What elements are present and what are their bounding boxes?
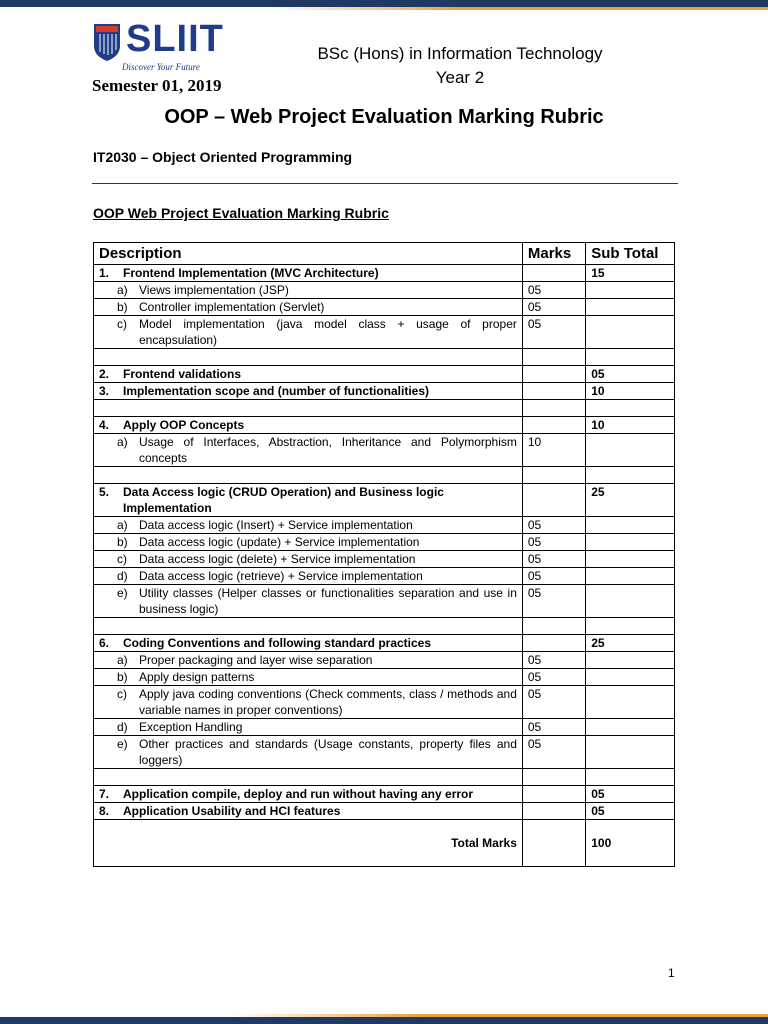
marks-cell: 05	[522, 568, 585, 585]
sub-criterion-row	[94, 669, 675, 686]
course-code: IT2030 – Object Oriented Programming	[93, 149, 353, 165]
spacer-row	[94, 400, 675, 417]
top-border-bar	[0, 0, 768, 7]
item-text: Frontend Implementation (MVC Architecture)	[123, 266, 379, 280]
sub-criterion-row	[94, 585, 675, 618]
sub-criterion-row	[94, 551, 675, 568]
item-text: Data access logic (retrieve) + Service implementation	[139, 569, 423, 583]
sub-criterion-row	[94, 686, 675, 719]
item-number: a)	[117, 435, 128, 449]
spacer-cell	[586, 349, 675, 366]
item-number: a)	[117, 518, 128, 532]
description-cell	[94, 652, 523, 669]
criterion-row	[94, 366, 675, 383]
description-cell	[94, 383, 523, 400]
marks-cell: 10	[522, 434, 585, 467]
header-subtotal: Sub Total	[586, 243, 675, 265]
item-text: Apply OOP Concepts	[123, 418, 245, 432]
item-text: Proper packaging and layer wise separation	[139, 653, 373, 667]
item-text: Data Access logic (CRUD Operation) and Business logic Implementation	[123, 485, 444, 515]
description-cell	[94, 299, 523, 316]
total-marks-cell	[522, 820, 585, 867]
total-label: Total Marks	[94, 820, 523, 867]
item-number: a)	[117, 653, 128, 667]
item-text: Application compile, deploy and run without having any error	[123, 787, 474, 801]
marks-cell: 05	[522, 719, 585, 736]
marks-cell: 05	[522, 282, 585, 299]
marks-cell: 05	[522, 585, 585, 618]
subtotal-cell	[586, 719, 675, 736]
item-text: Apply java coding conventions (Check comments, class / methods and variable names in proper conventions)	[139, 687, 517, 717]
item-number: a)	[117, 283, 128, 297]
description-cell	[94, 719, 523, 736]
criterion-row	[94, 803, 675, 820]
item-number: b)	[117, 300, 128, 314]
spacer-cell	[586, 467, 675, 484]
program-name: BSc (Hons) in Information Technology	[317, 44, 603, 63]
subtotal-cell	[586, 282, 675, 299]
program-heading	[280, 42, 640, 90]
description-cell	[94, 736, 523, 769]
criterion-row	[94, 383, 675, 400]
spacer-cell	[586, 769, 675, 786]
item-number: b)	[117, 670, 128, 684]
description-cell	[94, 551, 523, 568]
item-number: e)	[117, 737, 128, 751]
subtotal-cell: 25	[586, 635, 675, 652]
item-number: c)	[117, 317, 127, 331]
item-text: Controller implementation (Servlet)	[139, 300, 325, 314]
subtotal-cell: 05	[586, 803, 675, 820]
sub-criterion-row	[94, 434, 675, 467]
spacer-cell	[94, 467, 523, 484]
subtotal-cell	[586, 585, 675, 618]
subtotal-cell: 15	[586, 265, 675, 282]
sub-criterion-row	[94, 719, 675, 736]
spacer-cell	[522, 467, 585, 484]
sub-criterion-row	[94, 652, 675, 669]
sliit-logo	[92, 18, 232, 72]
item-number: 4.	[99, 418, 110, 432]
item-text: Frontend validations	[123, 367, 242, 381]
marks-cell: 05	[522, 316, 585, 349]
marks-cell	[522, 635, 585, 652]
marks-cell: 05	[522, 736, 585, 769]
program-year: Year 2	[435, 68, 485, 87]
description-cell	[94, 669, 523, 686]
subtotal-cell	[586, 669, 675, 686]
sub-criterion-row	[94, 568, 675, 585]
total-value: 100	[586, 820, 675, 867]
marks-cell: 05	[522, 299, 585, 316]
header-marks: Marks	[522, 243, 585, 265]
description-cell	[94, 265, 523, 282]
item-number: c)	[117, 552, 127, 566]
marks-cell	[522, 383, 585, 400]
item-text: Usage of Interfaces, Abstraction, Inheritance and Polymorphism concepts	[139, 435, 517, 465]
item-text: Data access logic (delete) + Service implementation	[139, 552, 416, 566]
description-cell	[94, 316, 523, 349]
sub-criterion-row	[94, 534, 675, 551]
criterion-row	[94, 484, 675, 517]
sub-criterion-row	[94, 316, 675, 349]
marks-cell: 05	[522, 652, 585, 669]
item-text: Utility classes (Helper classes or functionalities separation and use in business logic)	[139, 586, 517, 616]
spacer-cell	[522, 618, 585, 635]
criterion-row	[94, 635, 675, 652]
item-text: Other practices and standards (Usage constants, property files and loggers)	[139, 737, 517, 767]
spacer-row	[94, 618, 675, 635]
page-number: 1	[668, 966, 675, 980]
marks-cell: 05	[522, 534, 585, 551]
subtotal-cell: 05	[586, 786, 675, 803]
spacer-cell	[586, 400, 675, 417]
item-number: 1.	[99, 266, 110, 280]
marks-cell	[522, 417, 585, 434]
description-cell	[94, 434, 523, 467]
item-text: Data access logic (Insert) + Service implementation	[139, 518, 413, 532]
item-number: 6.	[99, 636, 110, 650]
spacer-cell	[586, 618, 675, 635]
section-title: OOP Web Project Evaluation Marking Rubric	[93, 205, 389, 221]
logo-shield-icon	[92, 22, 122, 62]
spacer-cell	[522, 769, 585, 786]
description-cell	[94, 803, 523, 820]
spacer-cell	[522, 349, 585, 366]
item-number: c)	[117, 687, 127, 701]
item-text: Implementation scope and (number of functionalities)	[123, 384, 430, 398]
table-header-row	[94, 243, 675, 265]
subtotal-cell	[586, 736, 675, 769]
item-number: d)	[117, 569, 128, 583]
marks-cell	[522, 366, 585, 383]
subtotal-cell	[586, 652, 675, 669]
description-cell	[94, 534, 523, 551]
header-description: Description	[94, 243, 523, 265]
marks-cell: 05	[522, 551, 585, 568]
item-text: Model implementation (java model class + usage of proper encapsulation)	[139, 317, 517, 347]
item-number: 8.	[99, 804, 110, 818]
description-cell	[94, 484, 523, 517]
subtotal-cell	[586, 434, 675, 467]
criterion-row	[94, 417, 675, 434]
subtotal-cell: 25	[586, 484, 675, 517]
item-number: 5.	[99, 485, 110, 499]
item-text: Application Usability and HCI features	[123, 804, 341, 818]
subtotal-cell	[586, 686, 675, 719]
spacer-cell	[94, 349, 523, 366]
spacer-cell	[94, 618, 523, 635]
spacer-row	[94, 349, 675, 366]
subtotal-cell	[586, 299, 675, 316]
item-number: b)	[117, 535, 128, 549]
total-row	[94, 820, 675, 867]
sub-criterion-row	[94, 282, 675, 299]
item-text: Coding Conventions and following standard practices	[123, 636, 432, 650]
spacer-row	[94, 467, 675, 484]
item-text: Apply design patterns	[139, 670, 255, 684]
item-number: d)	[117, 720, 128, 734]
spacer-cell	[94, 769, 523, 786]
marks-cell: 05	[522, 669, 585, 686]
item-text: Data access logic (update) + Service implementation	[139, 535, 420, 549]
semester-label: Semester 01, 2019	[92, 76, 222, 95]
criterion-row	[94, 786, 675, 803]
item-text: Views implementation (JSP)	[139, 283, 289, 297]
subtotal-cell	[586, 551, 675, 568]
marks-cell	[522, 484, 585, 517]
item-text: Exception Handling	[139, 720, 243, 734]
item-number: 2.	[99, 367, 110, 381]
rubric-body	[94, 265, 675, 820]
top-accent-stripe	[0, 7, 768, 10]
sub-criterion-row	[94, 299, 675, 316]
subtotal-cell	[586, 517, 675, 534]
logo-wordmark: SLIIT	[126, 18, 224, 60]
description-cell	[94, 517, 523, 534]
subtotal-cell: 10	[586, 383, 675, 400]
marks-cell: 05	[522, 517, 585, 534]
description-cell	[94, 585, 523, 618]
bottom-border-bar	[0, 1017, 768, 1024]
sub-criterion-row	[94, 517, 675, 534]
spacer-cell	[522, 400, 585, 417]
description-cell	[94, 635, 523, 652]
subtotal-cell: 10	[586, 417, 675, 434]
rubric-table	[93, 242, 675, 867]
marks-cell	[522, 265, 585, 282]
subtotal-cell	[586, 568, 675, 585]
description-cell	[94, 786, 523, 803]
marks-cell	[522, 786, 585, 803]
subtotal-cell	[586, 534, 675, 551]
description-cell	[94, 568, 523, 585]
spacer-cell	[94, 400, 523, 417]
item-number: e)	[117, 586, 128, 600]
divider-line	[92, 183, 678, 184]
description-cell	[94, 417, 523, 434]
subtotal-cell	[586, 316, 675, 349]
spacer-row	[94, 769, 675, 786]
sub-criterion-row	[94, 736, 675, 769]
logo-tagline: Discover Your Future	[122, 62, 200, 72]
marks-cell	[522, 803, 585, 820]
marks-cell: 05	[522, 686, 585, 719]
description-cell	[94, 282, 523, 299]
description-cell	[94, 686, 523, 719]
item-number: 7.	[99, 787, 110, 801]
item-number: 3.	[99, 384, 110, 398]
page-title: OOP – Web Project Evaluation Marking Rubric	[164, 106, 604, 128]
criterion-row	[94, 265, 675, 282]
subtotal-cell: 05	[586, 366, 675, 383]
description-cell	[94, 366, 523, 383]
